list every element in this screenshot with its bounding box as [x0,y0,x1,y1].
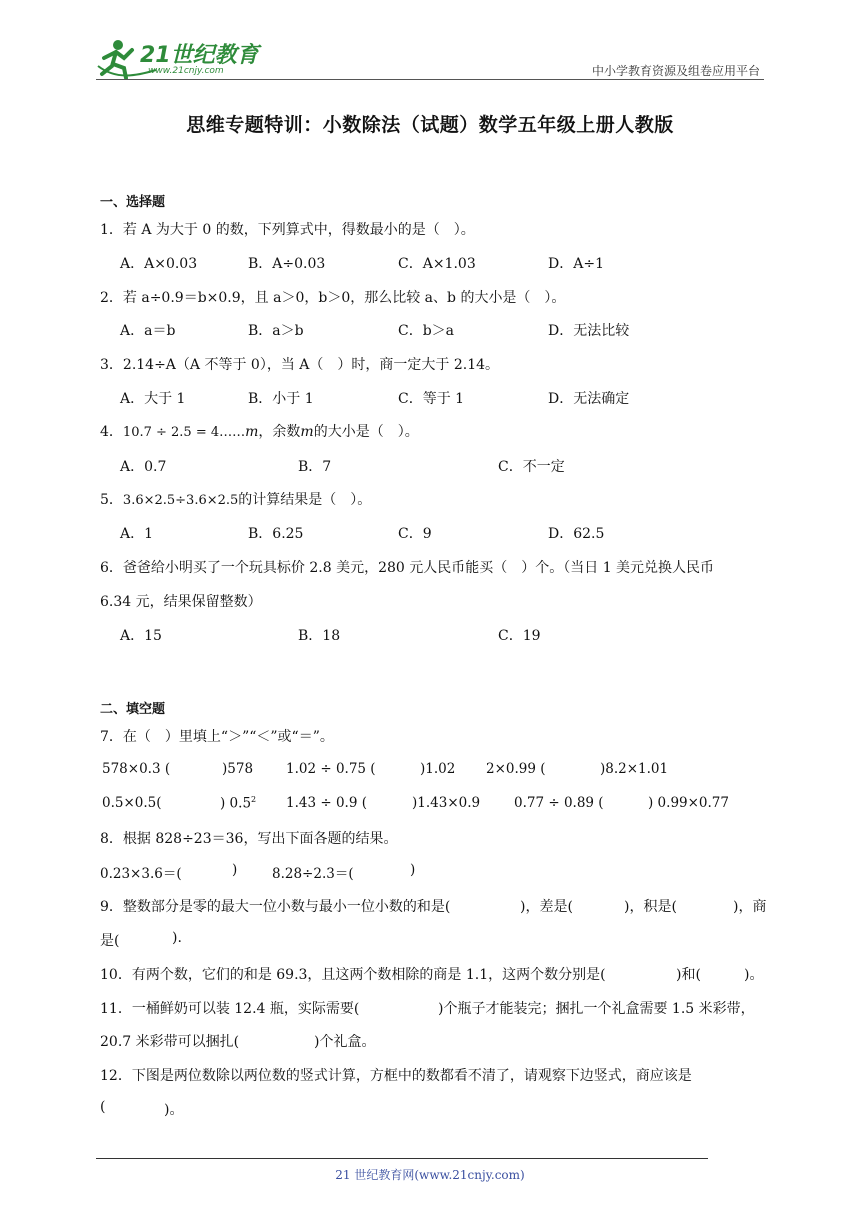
q8-item-1-close: ) [232,862,238,878]
question-12-line-2b: )。 [164,1102,184,1118]
q3-option-c: C．等于 1 [398,391,465,407]
q5-expression: 3.6×2.5÷3.6×2.5 [122,493,239,508]
q7-r2-rhs-3: ) 0.99×0.77 [648,795,729,811]
question-10-part-2: )和( [676,967,701,983]
question-10-part-1: 10．有两个数，它们的和是 69.3，且这两个数相除的商是 1.1，这两个数分别是( [100,967,606,983]
question-7: 7．在（ ）里填上“＞”“＜”或“＝”。 [100,729,334,745]
q7-r1-expr-1: 578×0.3 ( [102,761,171,777]
q6-option-b: B．18 [298,628,341,644]
q1-option-a: A．A×0.03 [120,256,198,272]
question-9-part-2: )，差是( [520,899,573,915]
q4-variable-2: m [300,424,314,440]
q1-option-c: C．A×1.03 [398,256,476,272]
q4-equation: 10.7 ÷ 2.5 = 4…… [122,425,246,440]
q7-r2-exponent: 2 [251,795,257,804]
question-9-part-1: 9．整数部分是零的最大一位小数与最小一位小数的和是( [100,899,451,915]
q7-r2-lhs-1: 0.5×0.5( [102,795,162,811]
header-divider [96,79,764,80]
question-6-line-1: 6．爸爸给小明买了一个玩具标价 2.8 美元，280 元人民币能买（ ）个。（当日 1 美元兑换人民币 [100,560,715,576]
question-1: 1．若 A 为大于 0 的数，下列算式中，得数最小的是（ ）。 [100,222,475,238]
question-9-line-2b: ). [172,930,182,946]
q2-option-b: B．a＞b [248,323,304,339]
q4-option-a: A．0.7 [120,459,167,475]
q7-r2-rhs-1 [220,795,256,812]
q1-option-d: D．A÷1 [548,256,604,272]
q8-item-2: 8.28÷2.3＝( [272,866,354,882]
question-12-line-1: 12．下图是两位数除以两位数的竖式计算，方框中的数都看不清了，请观察下边竖式，商应该是 [100,1068,692,1084]
question-11-part-1: 11．一桶鲜奶可以装 12.4 瓶，实际需要( [100,1001,360,1017]
q8-item-1: 0.23×3.6＝( [100,866,182,882]
section-heading-choice: 一、选择题 [100,195,166,210]
q1-option-b: B．A÷0.03 [248,256,326,272]
question-9-line-2a: 是( [100,933,120,949]
q4-number: 4． [100,424,123,440]
section-heading-fill: 二、填空题 [100,702,166,717]
question-4 [100,421,419,441]
q2-option-c: C．b＞a [398,323,455,339]
site-logo [96,36,266,80]
q4-tail: 的大小是（ ）。 [313,424,419,440]
q5-tail: 的计算结果是（ ）。 [238,492,372,508]
q3-option-d: D．无法确定 [548,391,630,407]
page-title: 思维专题特训：小数除法（试题）数学五年级上册人教版 [186,114,674,136]
question-2: 2．若 a÷0.9＝b×0.9，且 a＞0，b＞0，那么比较 a、b 的大小是（ ）。 [100,290,566,306]
q5-option-b: B．6.25 [248,526,304,542]
q7-r2-rhs-2: )1.43×0.9 [412,795,481,811]
question-10-part-3: )。 [744,967,764,983]
q7-r2-expr-3: 0.77 ÷ 0.89 ( [514,795,604,811]
q7-r2-expr-2: 1.43 ÷ 0.9 ( [286,795,367,811]
q4-option-c: C．不一定 [498,459,565,475]
q7-r1-expr-3: 2×0.99 ( [486,761,546,777]
q6-option-a: A．15 [120,628,162,644]
q3-option-b: B．小于 1 [248,391,314,407]
logo-text: 21世纪教育 [140,43,259,68]
question-11-line-2b: )个礼盒。 [314,1034,376,1050]
q2-option-d: D．无法比较 [548,323,630,339]
q7-r1-rhs-2: )1.02 [420,761,456,777]
q7-r2-rhs-1-text: ) 0.5 [220,795,252,812]
question-9-part-3: )，积是( [624,899,677,915]
question-12-line-2a: ( [100,1099,106,1115]
question-11-part-2: )个瓶子才能装完；捆扎一个礼盒需要 1.5 米彩带， [438,1001,755,1017]
logo-url: www.21cnjy.com [148,66,224,76]
q5-option-d: D．62.5 [548,526,605,542]
q7-r1-rhs-1: )578 [222,761,254,777]
header-tagline: 中小学教育资源及组卷应用平台 [591,64,760,78]
q4-option-b: B．7 [298,459,332,475]
q7-r2-expr-1 [102,795,162,811]
q4-variable: m [245,424,259,440]
q4-mid: ，余数 [258,424,301,440]
question-8: 8．根据 828÷23＝36，写出下面各题的结果。 [100,831,398,847]
question-3: 3．2.14÷A（A 不等于 0），当 A（ ）时，商一定大于 2.14。 [100,357,500,373]
q5-number: 5． [100,492,123,508]
question-6-line-2: 6.34 元，结果保留整数） [100,594,262,610]
footer-divider [96,1158,708,1159]
q3-option-a: A．大于 1 [120,391,186,407]
q5-option-a: A．1 [120,526,154,542]
q8-item-2-close: ) [410,862,416,878]
q2-option-a: A．a＝b [120,323,176,339]
question-11-line-2a: 20.7 米彩带可以捆扎( [100,1034,240,1050]
question-9-part-4: )，商 [733,899,767,915]
question-5 [100,489,371,509]
footer-text: 21 世纪教育网(www.21cnjy.com) [335,1168,525,1182]
q7-r1-expr-2: 1.02 ÷ 0.75 ( [286,761,376,777]
q6-option-c: C．19 [498,628,541,644]
q7-r1-rhs-3: )8.2×1.01 [600,761,669,777]
q5-option-c: C．9 [398,526,432,542]
